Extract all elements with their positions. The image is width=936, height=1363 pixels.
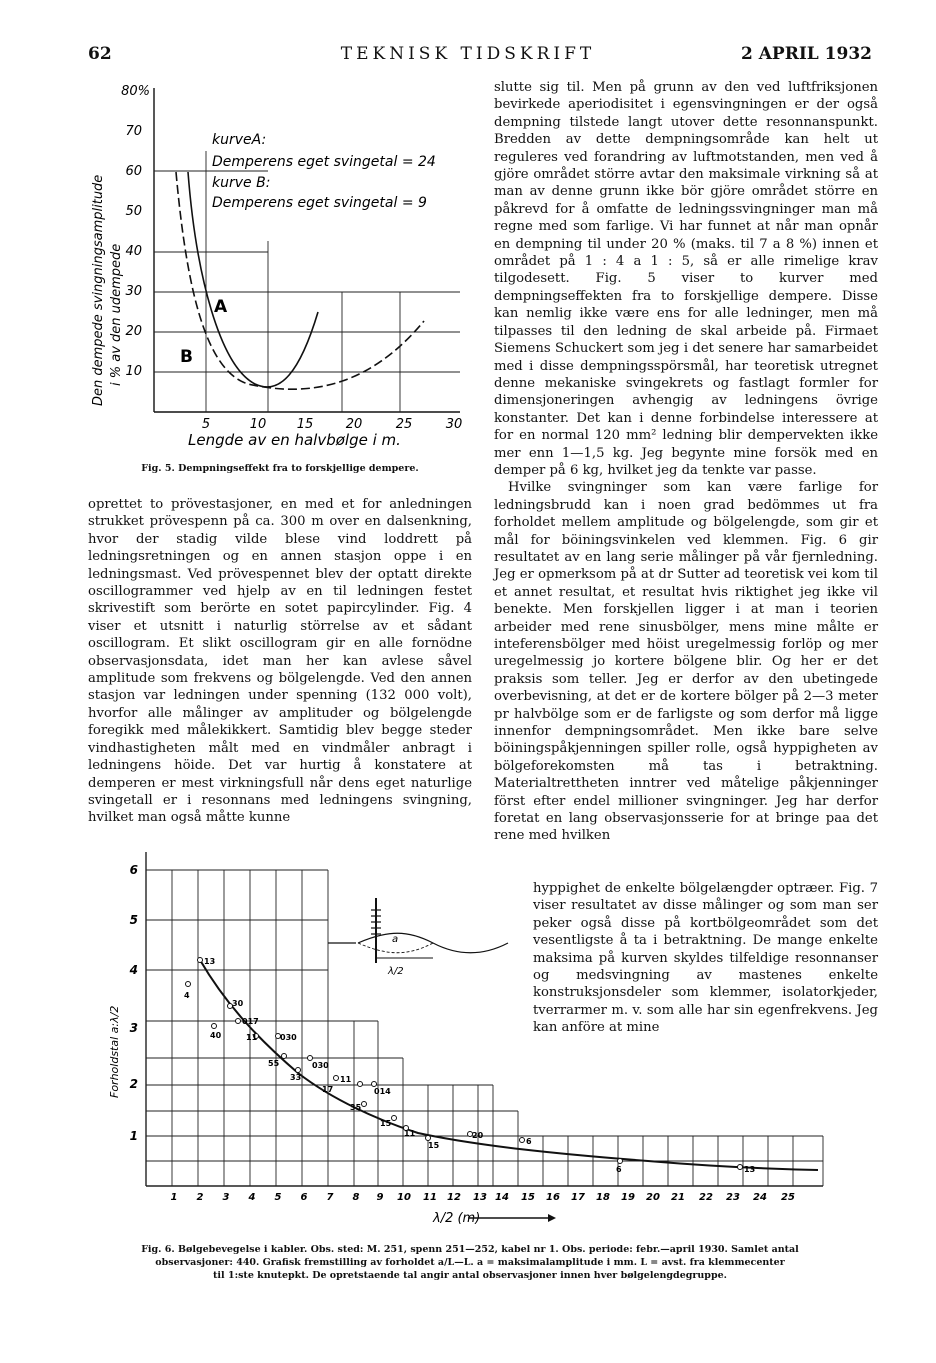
fig5-xlabel: Lengde av en halvbølge i m. — [188, 431, 401, 449]
paragraph: slutte sig til. Men på grunn av den ved luftfriksjonen bevirkede aperiodisitet i egensvingningen er der også dempning tilstede langt utover dette resonnanspunkt. Bredden av dette dempningsområde kan helt ut reguleres ved forandring av luftmotstanden, men ved å gjöre området större avtar den maksimale virkning så at man av denne grunn ikke bör gjöre området större en påkrevd for å omfatte de ledningssvingninger man må regne med som farlige. Vi har funnet at når man opnår en dempning til under 20 % (maks. til 7 a 8 %) innen et området på 1 : 4 a 1 : 5, så er alle rimelige krav tilgodesett. Fig. 5 viser to kurver med dempningseffekten fra to forskjellige dempere. Disse kan nemlig ikke være ens for alle ledninger, men må tilpasses til den ledning de skal arbeide på. Firmaet Siemens Schuckert som jeg i det senere har samarbeidet med i disse dempningsspörsmål, har teoretisk utregnet denne mekaniske svingekrets og fastlagt formler for dimensjoneringen avhengig av ledningens övrige konstanter. Det kan i denne forbindelse interessere at for en normal 120 mm² ledning blir dempervekten ikke mer enn 1—1,5 kg. Jeg begynte mine forsök med en demper på 6 kg, hvilket jeg da tenkte var passe. — [494, 80, 878, 478]
fig6-ytick: 1 — [129, 1129, 138, 1143]
fig6-xtick: 8 — [352, 1192, 360, 1203]
fig6-point-count: 014 — [374, 1087, 391, 1096]
fig5-xtick: 10 — [249, 417, 267, 432]
fig6-xtick: 12 — [447, 1192, 461, 1203]
fig6-point-count: 017 — [242, 1017, 259, 1026]
fig6-xtick: 23 — [726, 1192, 740, 1203]
fig6-fit-curve — [200, 960, 818, 1170]
fig6-xtick: 24 — [753, 1192, 767, 1203]
fig5-legend-a-text: Demperens eget svingetal = 24 — [212, 154, 436, 170]
cable-wave-inset — [328, 898, 508, 977]
fig6-xtick: 17 — [571, 1192, 585, 1203]
page-number: 62 — [88, 44, 112, 64]
fig5-ytick: 30 — [125, 284, 142, 299]
fig5-legend-b-text: Demperens eget svingetal = 9 — [212, 195, 427, 211]
fig6-xtick: 22 — [699, 1192, 713, 1203]
fig6-xtick: 3 — [222, 1192, 230, 1203]
fig5-ytick: 40 — [125, 244, 142, 259]
fig6-point-count: 20 — [472, 1131, 484, 1140]
fig6-xtick: 7 — [326, 1192, 334, 1203]
fig6-point-count: 17 — [322, 1085, 334, 1094]
fig6-point-count: 4 — [184, 991, 190, 1000]
paragraph: Hvilke svingninger som kan være farlige for ledningsbrudd kan i noen grad bedömmes ut fra forholdet mellem amplitude og bölgelengde, som gir et mål for böiningsvinkelen ved klemmen. Fig. 6 gir resultatet av en lang serie målinger på vår fjernledning. Jeg er opmerksom på at dr Sutter ad teoretisk vei kom til et annet resultat, et resultat hvis riktighet jeg ikke vil benekte. Men forskjellen ligger i at man i teorien arbeider med rene sinusbölger, mens mine målte er inteferensbölger med höist uregelmessig forlöp og mer uregelmessig jo kortere bölgene blir. Og her er det praksis som teller. Jeg er derfor av den ubetingede overbevisning, at det er de kortere bölger på 2—3 meter pr halvbölge som er de farligste og som derfor må ligge innenfor dempningsområdet. Men ikke bare selve böiningspåkjenningen spiller rolle, også hyppigheten av bölgeforekomsten må tas i betraktning. Materialtrettheten inntrer ved måtelige påkjenninger först efter endel millioner svingninger. Jeg har derfor foretat en lang observasjonsserie for at bringe paa det rene med hvilken — [494, 480, 878, 844]
fig5-xtick: 25 — [395, 417, 413, 432]
fig6-xtick: 1 — [170, 1192, 178, 1203]
figure-5-chart — [80, 76, 480, 456]
journal-title: TEKNISK TIDSKRIFT — [340, 44, 596, 64]
fig6-point-count: 15 — [428, 1141, 440, 1150]
fig5-xtick: 5 — [201, 417, 211, 432]
fig6-point-count: 030 — [280, 1033, 297, 1042]
fig6-xtick: 20 — [646, 1192, 660, 1203]
figure-5-caption: Fig. 5. Dempningseffekt fra to forskjellige dempere. — [141, 463, 419, 474]
fig6-point-count: 6 — [526, 1137, 532, 1146]
paragraph: hyppighet de enkelte bölgelængder optræer. Fig. 7 viser resultatet av disse målinger og som man ser peker også disse på kortbölgeområdet som det vesentligste å ta i betraktning. De mange enkelte maksima på kurven skyldes tilfeldige resonnanser og medsvingning av mastenes enkelte konstruksjonsdeler som klemmer, isolatorkjeder, tverrarmer m. v. som alle har sin egenfrekvens. Jeg kan anföre at mine — [533, 881, 878, 1036]
caption-line: Fig. 6. Bølgebevegelse i kabler. Obs. sted: M. 251, spenn 251—252, kabel nr 1. Obs. periode: febr.—april 1930. Samlet antal — [141, 1244, 799, 1255]
fig6-point-count: 11 — [404, 1129, 416, 1138]
fig6-point-count: 11 — [340, 1075, 352, 1084]
fig5-xtick: 20 — [345, 417, 363, 432]
fig6-ytick: 5 — [129, 913, 138, 927]
fig6-xtick: 25 — [781, 1192, 795, 1203]
fig6-xtick: 19 — [621, 1192, 635, 1203]
fig6-xtick: 11 — [423, 1192, 437, 1203]
fig6-point-count: 35 — [350, 1103, 362, 1112]
fig6-xtick: 16 — [546, 1192, 560, 1203]
fig5-label-a: A — [214, 297, 228, 317]
fig6-point-count: 030 — [312, 1061, 329, 1070]
fig6-xtick: 13 — [473, 1192, 487, 1203]
left-column-text — [88, 496, 472, 827]
fig6-xtick: 4 — [248, 1192, 256, 1203]
fig5-legend-a-title: kurveA: — [212, 132, 267, 148]
fig5-ylabel-line1: Den dempede svingningsamplitude — [91, 174, 106, 406]
fig6-xtick: 18 — [596, 1192, 610, 1203]
issue-date: 2 APRIL 1932 — [741, 44, 872, 64]
fig6-ytick: 2 — [129, 1077, 138, 1091]
fig6-xtick: 5 — [274, 1192, 282, 1203]
inset-label-a: a — [392, 934, 399, 945]
fig6-point-count: 30 — [232, 999, 244, 1008]
fig6-point-count: 55 — [268, 1059, 280, 1068]
fig5-ylabel-line2: i % av den udempede — [109, 243, 124, 386]
fig6-ytick: 3 — [129, 1021, 138, 1035]
fig5-ytick: 70 — [125, 124, 142, 139]
fig6-ytick: 6 — [129, 863, 138, 877]
fig6-ytick: 4 — [129, 963, 138, 977]
fig6-point-count: 33 — [290, 1073, 302, 1082]
fig5-ytick: 10 — [125, 364, 142, 379]
right-column-text — [494, 79, 878, 845]
fig5-ytick: 20 — [125, 324, 142, 339]
fig5-ytick: 80% — [121, 84, 150, 99]
fig6-xlabel: λ/2 (m) — [433, 1211, 481, 1226]
caption-line: til 1:ste knutepkt. De opretstaende tal angir antal observasjoner innen hver bølgelengdegruppe. — [213, 1270, 727, 1281]
fig6-point-count: 13 — [744, 1165, 756, 1174]
fig6-point-count: 13 — [204, 957, 216, 966]
fig6-xtick: 9 — [376, 1192, 384, 1203]
fig6-point-count: 6 — [616, 1165, 622, 1174]
fig6-point-count: 15 — [380, 1119, 392, 1128]
paragraph: oprettet to prövestasjoner, en med et for anledningen strukket prövespenn på ca. 300 m over en dalsenkning, hvor der stadig vilde blese vind loddrett på ledningsretningen og en annen stasjon oppe i en ledningsmast. Ved prövespennet blev der optatt direkte oscillogrammer ved hjelp av en til ledningen festet skrivestift som berörte en sotet papircylinder. Fig. 4 viser et utsnitt i naturlig störrelse av et sådant oscillogram. Et slikt oscillogram gir en alle fornödne observasjonsdata, idet man her kan avlese såvel amplitude som frekvens og bölgelengde. Ved den annen stasjon var ledningen under spenning (132 000 volt), hvorfor alle målinger av amplituder og bölgelengde foregikk med målekikkert. Samtidig blev begge steder vindhastigheten målt med en vindmåler anbragt i ledningens höide. Det var hurtig å konstatere at demperen er mest virkningsfull når dens eget naturlige svingetall er i resonnans med ledningens svingning, hvilket man også måtte kunne — [88, 497, 472, 826]
fig6-point-count: 40 — [210, 1031, 222, 1040]
fig6-xtick: 14 — [495, 1192, 509, 1203]
inset-label-lambda: λ/2 — [388, 966, 404, 977]
fig5-label-b: B — [180, 347, 193, 367]
figure-6-caption — [60, 1243, 880, 1282]
figure-6-chart — [88, 848, 848, 1238]
fig6-xtick: 10 — [397, 1192, 411, 1203]
caption-line: observasjoner: 440. Grafisk fremstilling av forholdet a/L—L. a = maksimalamplitude i mm. L = avst. fra klemmecenter — [155, 1257, 785, 1268]
fig5-ytick: 50 — [125, 204, 142, 219]
fig5-xtick: 30 — [445, 417, 463, 432]
fig6-xtick: 21 — [671, 1192, 685, 1203]
fig6-point-count: 11 — [246, 1033, 258, 1042]
fig6-xtick: 6 — [300, 1192, 308, 1203]
fig6-xtick: 2 — [196, 1192, 204, 1203]
fig6-xtick: 15 — [521, 1192, 535, 1203]
fig6-ylabel: Forholdstal a:λ/2 — [108, 1005, 121, 1098]
fig5-ytick: 60 — [125, 164, 142, 179]
fig5-xtick: 15 — [296, 417, 314, 432]
fig5-legend-b-title: kurve B: — [212, 175, 271, 191]
